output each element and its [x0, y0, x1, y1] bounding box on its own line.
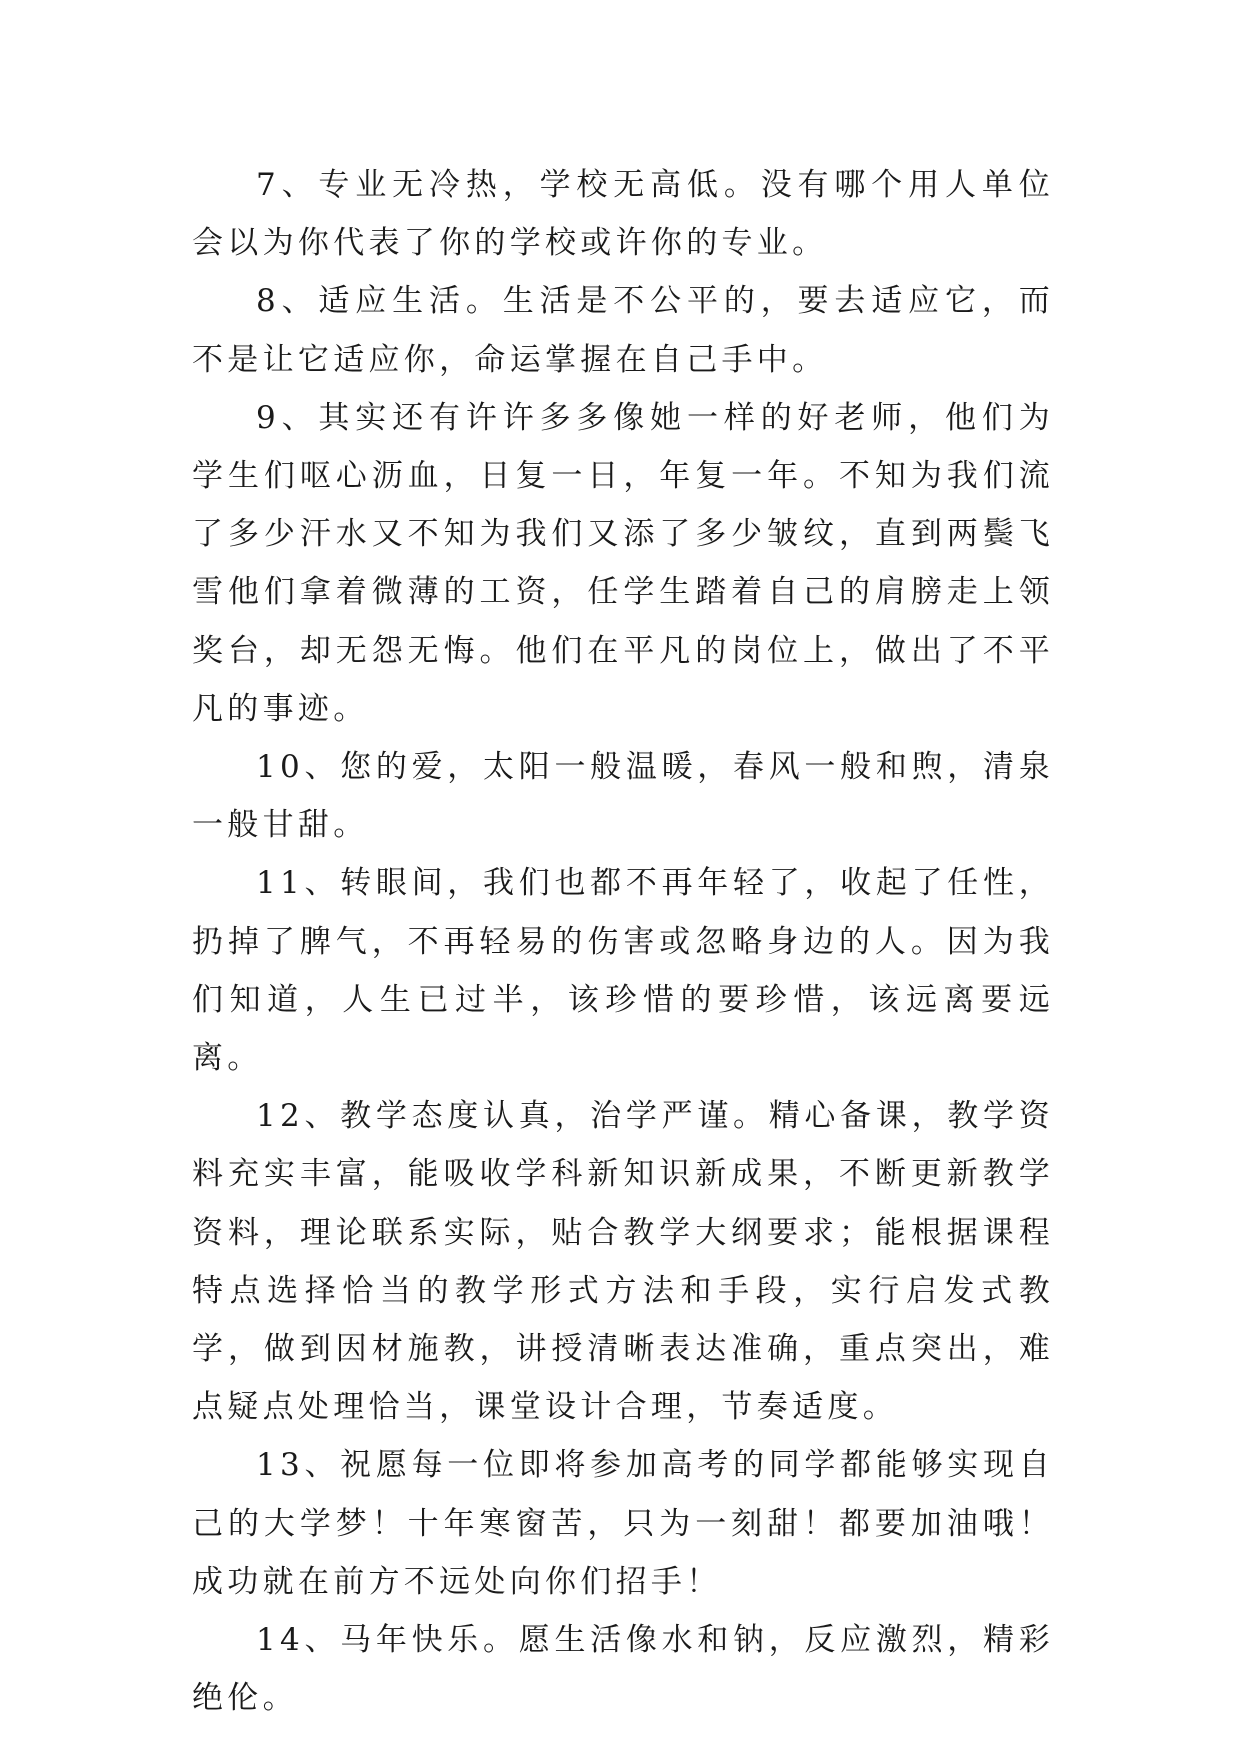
- paragraph-10: 10、您的爱，太阳一般温暖，春风一般和煦，清泉一般甘甜。: [192, 749, 1054, 844]
- paragraph-14: 14、马年快乐。愿生活像水和钠，反应激烈，精彩绝伦。: [192, 1622, 1054, 1717]
- paragraph-8: 8、适应生活。生活是不公平的，要去适应它，而不是让它适应你，命运掌握在自己手中。: [192, 283, 1054, 378]
- paragraph-7: 7、专业无冷热，学校无高低。没有哪个用人单位会以为你代表了你的学校或许你的专业。: [192, 167, 1054, 262]
- paragraph-9: 9、其实还有许许多多像她一样的好老师，他们为学生们呕心沥血，日复一日，年复一年。不知为我们流了多少汗水又不知为我们又添了多少皱纹，直到两鬓飞雪他们拿着微薄的工资，任学生踏着自己的肩膀走上领奖台，却无怨无悔。他们在平凡的岗位上，做出了不平凡的事迹。: [192, 399, 1054, 727]
- paragraph-11: 11、转眼间，我们也都不再年轻了，收起了任性，扔掉了脾气，不再轻易的伤害或忽略身边的人。因为我们知道，人生已过半，该珍惜的要珍惜，该远离要远离。: [192, 865, 1054, 1077]
- paragraph-13: 13、祝愿每一位即将参加高考的同学都能够实现自己的大学梦！十年寒窗苦，只为一刻甜！都要加油哦！成功就在前方不远处向你们招手！: [192, 1447, 1054, 1600]
- paragraph-12: 12、教学态度认真，治学严谨。精心备课，教学资料充实丰富，能吸收学科新知识新成果，不断更新教学资料，理论联系实际，贴合教学大纲要求；能根据课程特点选择恰当的教学形式方法和手段，实行启发式教学，做到因材施教，讲授清晰表达准确，重点突出，难点疑点处理恰当，课堂设计合理，节奏适度。: [192, 1098, 1054, 1426]
- document-body: [192, 156, 1054, 1727]
